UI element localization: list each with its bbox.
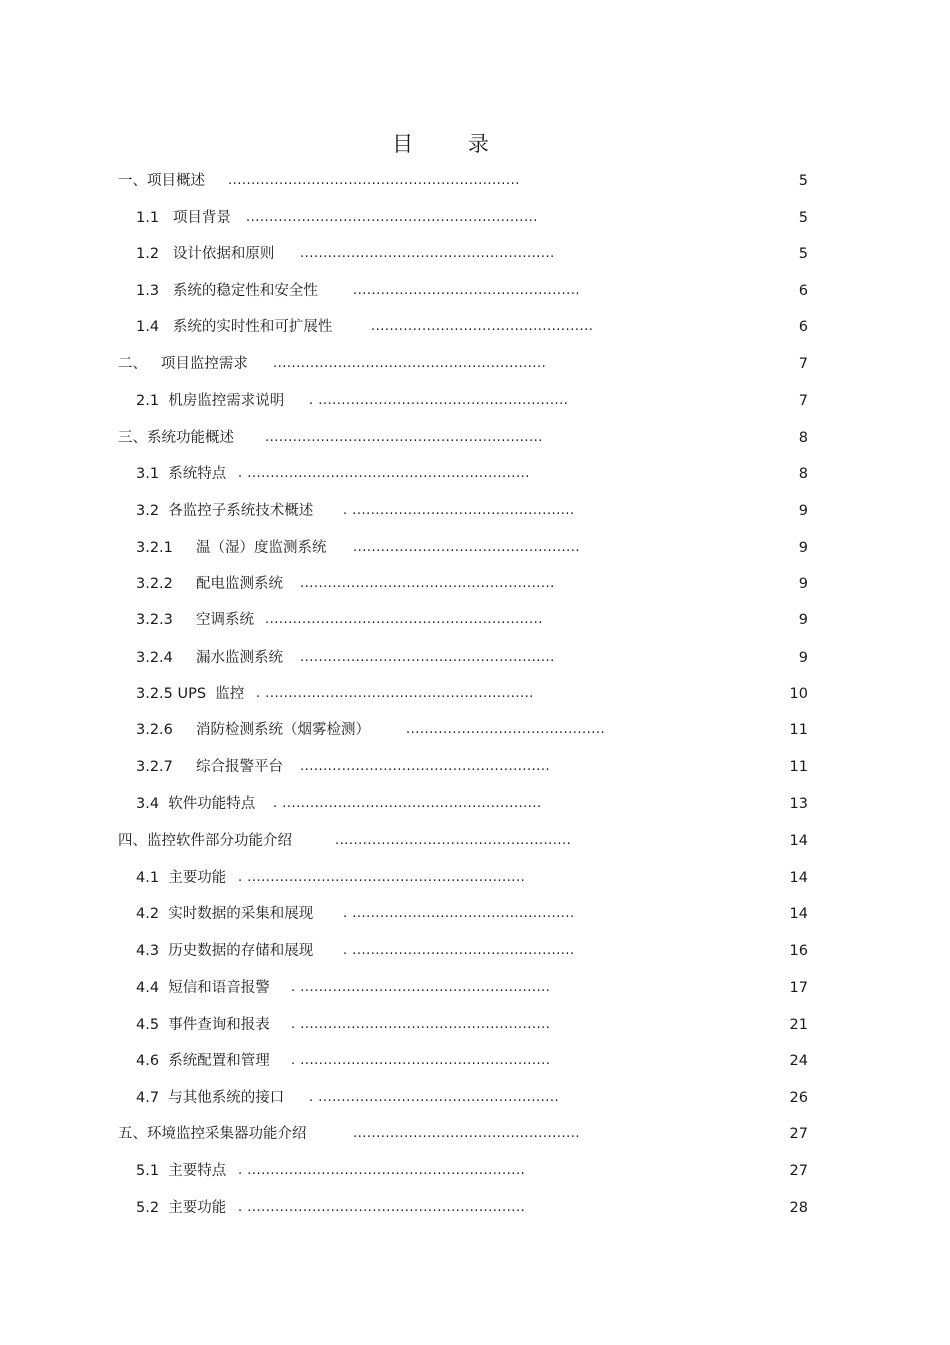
toc-entry-leader-dots: ........................................... — [406, 722, 606, 737]
toc-entry[interactable] — [0, 279, 950, 303]
toc-entry[interactable] — [0, 426, 950, 450]
toc-entry-page-number: 16 — [789, 943, 808, 959]
toc-entry[interactable] — [0, 572, 950, 596]
toc-entry-page-number: 27 — [789, 1163, 808, 1179]
toc-entry-label: 4.1 主要功能 — [136, 870, 227, 886]
toc-entry-leader-dots: . ............................................................ — [238, 1200, 526, 1215]
toc-entry-page-number: 5 — [798, 246, 808, 262]
toc-entry-label: 3.2 各监控子系统技术概述 — [136, 503, 314, 519]
toc-entry[interactable] — [0, 1049, 950, 1073]
toc-entry[interactable] — [0, 1086, 950, 1110]
toc-entry[interactable] — [0, 499, 950, 523]
toc-entry-leader-dots: ............................................................ — [265, 612, 543, 627]
toc-entry-leader-dots: . ...................................................... — [291, 1017, 551, 1032]
toc-entry-label: 4.2 实时数据的采集和展现 — [136, 906, 314, 922]
toc-entry-leader-dots: . ...................................................... — [291, 1053, 551, 1068]
toc-entry[interactable] — [0, 352, 950, 376]
toc-entry-leader-dots: ............................................................... — [228, 173, 520, 188]
toc-entry-label: 4.6 系统配置和管理 — [136, 1053, 270, 1069]
toc-entry[interactable] — [0, 1159, 950, 1183]
toc-entry[interactable] — [0, 646, 950, 670]
toc-entry-page-number: 21 — [789, 1017, 808, 1033]
toc-entry-label: 4.3 历史数据的存储和展现 — [136, 943, 314, 959]
toc-entry[interactable] — [0, 902, 950, 926]
toc-entry[interactable] — [0, 1122, 950, 1146]
toc-entry-leader-dots: . ............................................................. — [238, 466, 530, 481]
toc-entry-label: 五、环境监控采集器功能介绍 — [118, 1126, 307, 1142]
toc-entry-label: 三、系统功能概述 — [118, 430, 234, 446]
toc-entry-leader-dots: ....................................................... — [300, 650, 555, 665]
toc-entry-label: 3.2.2 配电监测系统 — [136, 576, 283, 592]
toc-entry-page-number: 26 — [789, 1090, 808, 1106]
toc-entry-label: 3.2.7 综合报警平台 — [136, 759, 283, 775]
toc-entry[interactable] — [0, 462, 950, 486]
toc-entry-leader-dots: ............................................................... — [246, 210, 538, 225]
toc-entry-label: 5.2 主要功能 — [136, 1200, 227, 1216]
toc-entry-leader-dots: . ............................................................ — [238, 1163, 526, 1178]
toc-entry-page-number: 11 — [789, 759, 808, 775]
toc-entry-page-number: 27 — [789, 1126, 808, 1142]
toc-entry-page-number: 9 — [798, 650, 808, 666]
toc-entry-page-number: 6 — [798, 283, 808, 299]
toc-entry[interactable] — [0, 829, 950, 853]
toc-entry-page-number: 5 — [798, 173, 808, 189]
toc-entry-label: 5.1 主要特点 — [136, 1163, 227, 1179]
toc-entry-label: 4.4 短信和语音报警 — [136, 980, 270, 996]
toc-entry-page-number: 9 — [798, 540, 808, 556]
toc-entry-leader-dots: ........................................................... — [273, 356, 547, 371]
toc-entry[interactable] — [0, 682, 950, 706]
toc-entry[interactable] — [0, 608, 950, 632]
toc-entry-page-number: 28 — [789, 1200, 808, 1216]
toc-entry-page-number: 14 — [789, 870, 808, 886]
toc-entry[interactable] — [0, 169, 950, 193]
toc-entry-leader-dots: ................................................. — [353, 540, 580, 555]
toc-entry-leader-dots: . ................................................ — [343, 906, 575, 921]
toc-entry-label: 3.1 系统特点 — [136, 466, 227, 482]
toc-entry[interactable] — [0, 1013, 950, 1037]
toc-entry[interactable] — [0, 718, 950, 742]
toc-entry-label: 3.2.3 空调系统 — [136, 612, 254, 628]
toc-entry-page-number: 9 — [798, 576, 808, 592]
toc-title: 目 录 — [392, 132, 513, 156]
toc-entry-leader-dots: . ...................................................... — [291, 980, 551, 995]
toc-entry[interactable] — [0, 866, 950, 890]
toc-entry-page-number: 7 — [798, 393, 808, 409]
toc-entry-page-number: 14 — [789, 906, 808, 922]
toc-entry-leader-dots: . ............................................................ — [238, 870, 526, 885]
toc-entry-leader-dots: ............................................................ — [265, 430, 543, 445]
toc-entry-page-number: 11 — [789, 722, 808, 738]
toc-entry[interactable] — [0, 755, 950, 779]
toc-entry-page-number: 8 — [798, 430, 808, 446]
toc-entry-page-number: 8 — [798, 466, 808, 482]
toc-entry-label: 3.2.6 消防检测系统（烟雾检测） — [136, 722, 370, 738]
toc-entry-label: 四、监控软件部分功能介绍 — [118, 833, 292, 849]
toc-entry-label: 3.2.4 漏水监测系统 — [136, 650, 283, 666]
toc-entry-leader-dots: . ...................................................... — [309, 393, 569, 408]
toc-entry[interactable] — [0, 536, 950, 560]
toc-entry[interactable] — [0, 1196, 950, 1220]
toc-entry[interactable] — [0, 792, 950, 816]
toc-entry-page-number: 9 — [798, 612, 808, 628]
toc-entry-label: 3.2.5 UPS 监控 — [136, 686, 245, 702]
toc-entry-label: 3.2.1 温（湿）度监测系统 — [136, 540, 327, 556]
toc-entry-leader-dots: . .......................................................... — [256, 686, 534, 701]
toc-entry-leader-dots: . ................................................ — [343, 943, 575, 958]
toc-entry[interactable] — [0, 206, 950, 230]
toc-entry-leader-dots: . .................................................... — [309, 1090, 560, 1105]
toc-entry-label: 4.5 事件查询和报表 — [136, 1017, 270, 1033]
toc-entry-page-number: 7 — [798, 356, 808, 372]
toc-entry-label: 4.7 与其他系统的接口 — [136, 1090, 285, 1106]
toc-entry[interactable] — [0, 939, 950, 963]
toc-entry-page-number: 5 — [798, 210, 808, 226]
toc-entry-label: 一、项目概述 — [118, 173, 205, 189]
toc-entry[interactable] — [0, 242, 950, 266]
toc-entry-page-number: 24 — [789, 1053, 808, 1069]
toc-entry[interactable] — [0, 389, 950, 413]
toc-entry-leader-dots: . ........................................................ — [273, 796, 542, 811]
toc-entry-leader-dots: ................................................ — [371, 319, 594, 334]
toc-entry-leader-dots: ................................................. — [353, 283, 580, 298]
toc-entry-label: 1.4 系统的实时性和可扩展性 — [136, 319, 333, 335]
toc-entry-page-number: 10 — [789, 686, 808, 702]
toc-entry-label: 1.1 项目背景 — [136, 210, 231, 226]
toc-entry-leader-dots: ....................................................... — [300, 246, 555, 261]
toc-entry-label: 1.2 设计依据和原则 — [136, 246, 275, 262]
toc-entry-label: 1.3 系统的稳定性和安全性 — [136, 283, 318, 299]
toc-entry-label: 二、 项目监控需求 — [118, 356, 248, 372]
toc-entry-page-number: 17 — [789, 980, 808, 996]
toc-entry-leader-dots: ...................................................... — [300, 759, 551, 774]
toc-entry-page-number: 14 — [789, 833, 808, 849]
toc-entry-label: 2.1 机房监控需求说明 — [136, 393, 285, 409]
toc-entry-page-number: 9 — [798, 503, 808, 519]
toc-entry-label: 3.4 软件功能特点 — [136, 796, 256, 812]
toc-entry-leader-dots: ................................................. — [353, 1126, 580, 1141]
toc-entry-leader-dots: ....................................................... — [300, 576, 555, 591]
toc-entry-leader-dots: ................................................... — [335, 833, 572, 848]
toc-entry-page-number: 13 — [789, 796, 808, 812]
toc-entry-leader-dots: . ................................................ — [343, 503, 575, 518]
toc-entry[interactable] — [0, 315, 950, 339]
toc-entry-page-number: 6 — [798, 319, 808, 335]
toc-entry[interactable] — [0, 976, 950, 1000]
